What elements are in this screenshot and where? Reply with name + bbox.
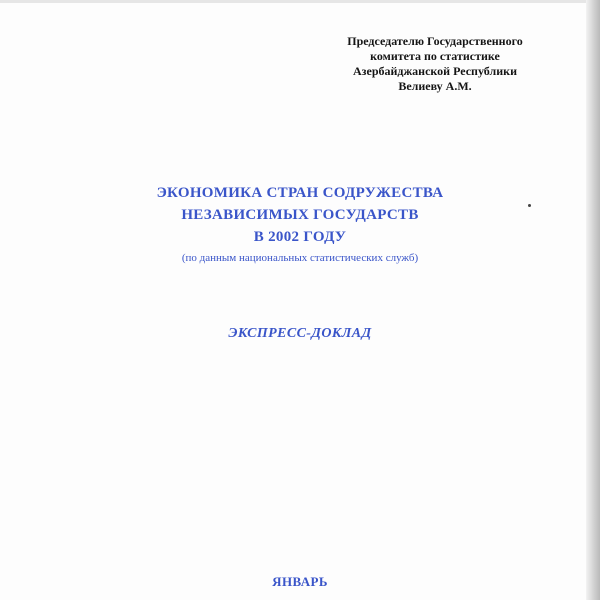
addressee-name: Велиеву А.М.: [398, 79, 472, 93]
publication-month: ЯНВАРЬ: [272, 574, 328, 589]
title-year: В 2002 ГОДУ: [253, 229, 347, 245]
addressee-line: Председателю Государственного: [347, 34, 523, 48]
scan-speck: [528, 204, 531, 207]
title-line: ЭКОНОМИКА СТРАН СОДРУЖЕСТВА: [156, 185, 444, 201]
document-title: [100, 182, 500, 266]
addressee-line: комитета по статистике: [370, 49, 500, 63]
report-type-heading: ЭКСПРЕСС-ДОКЛАД: [228, 326, 372, 341]
scan-right-edge: [586, 0, 600, 600]
addressee-block: [300, 34, 570, 94]
scan-top-edge: [0, 0, 600, 3]
title-line: НЕЗАВИСИМЫХ ГОСУДАРСТВ: [181, 207, 419, 223]
addressee-line: Азербайджанской Республики: [353, 64, 517, 78]
title-subtitle: (по данным национальных статистических служб): [181, 252, 419, 264]
